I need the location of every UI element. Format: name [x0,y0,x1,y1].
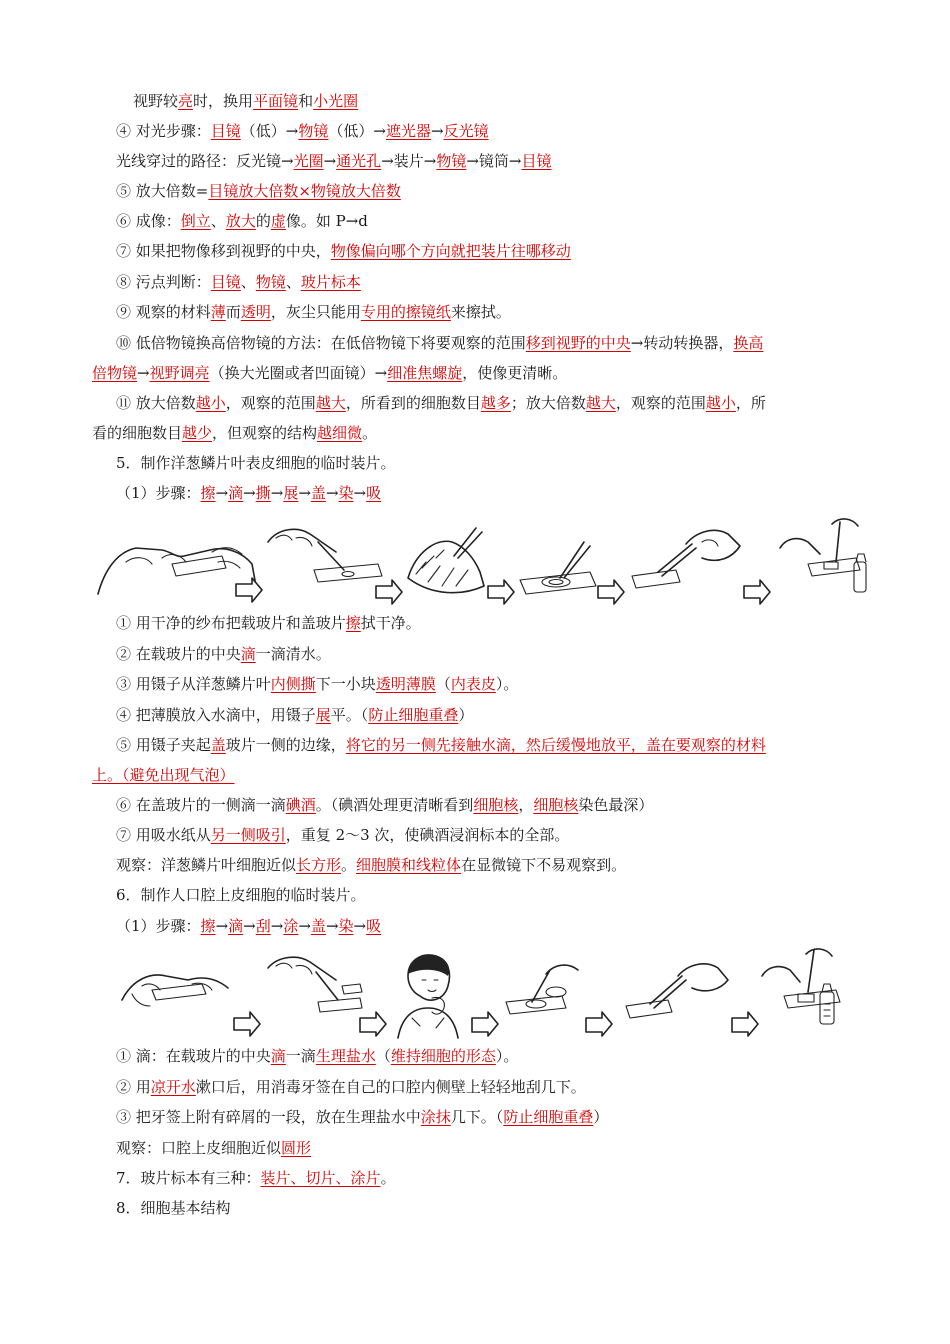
text-segment: ⑨ 观察的材料 [116,303,211,321]
text-segment: → [430,122,444,140]
text-line [116,1041,858,1071]
key-term: 维持细胞的形态 [390,1047,496,1065]
text-segment: 8．细胞基本结构 [116,1199,231,1217]
key-term: 擦 [200,484,216,502]
key-term: 圆形 [281,1139,312,1157]
text-segment: ；放大倍数 [510,394,586,412]
key-term: 撕 [255,484,271,502]
text-line [116,267,858,297]
text-line [116,730,858,760]
key-term: 染 [338,917,354,935]
text-segment: ⑧ 污点判断： [116,273,211,291]
key-term: 长方形 [296,856,342,874]
text-line [116,1163,858,1193]
key-term: 视野调亮 [149,364,210,382]
key-term: 物像偏向哪个方向就把装片往哪移动 [330,242,571,260]
key-term: 目镜 [210,122,241,140]
key-term: 越大 [585,394,616,412]
text-segment: ⑪ 放大倍数 [116,394,196,412]
key-term: 擦 [345,614,361,632]
section-heading [116,448,858,478]
text-line [92,760,858,790]
key-term: 倒立 [180,212,211,230]
text-segment: →镜筒→ [466,152,522,170]
text-line [116,1133,858,1163]
stain-absorb-illustration [762,949,840,1024]
key-term: 滴 [240,645,256,663]
text-line [116,297,858,327]
text-segment: → [323,152,337,170]
text-line [116,820,858,850]
text-segment: 一滴清水。 [255,645,331,663]
key-term: 透明薄膜 [375,675,436,693]
text-line [116,608,858,638]
key-term: 亮 [178,92,194,110]
key-term: 细胞核 [533,796,579,814]
key-term: 倍物镜 [92,364,138,382]
key-term: 吸 [366,484,382,502]
text-line [92,418,858,448]
text-segment: ⑥ 成像： [116,212,181,230]
text-segment: 拭干净。 [360,614,421,632]
step-arrow [744,580,770,604]
text-segment: 而 [225,303,241,321]
key-term: 凉开水 [150,1078,196,1096]
text-segment: →转动转换器， [630,334,734,352]
drop-saline-illustration [268,957,362,1012]
text-segment: ⑦ 如果把物像移到视野的中央， [116,242,331,260]
key-term: 涂 [283,917,299,935]
text-segment: 下一小块 [315,675,376,693]
section-heading [116,1193,858,1223]
steps-line [116,478,858,508]
text-segment: ⑦ 用吸水纸从 [116,826,211,844]
text-segment: 来擦拭。 [450,303,511,321]
step-arrow [472,1012,498,1036]
text-line [116,1072,858,1102]
cover-slip-illustration [626,964,728,1018]
key-term: 生理盐水 [315,1047,376,1065]
text-segment: （换大光圈或者凹面镜）→ [209,364,388,382]
text-line [116,850,858,880]
text-segment: 玻片一侧的边缘， [225,736,346,754]
text-line [116,669,858,699]
key-term: 玻片标本 [300,273,361,291]
key-term: 反光镜 [443,122,489,140]
text-line [116,328,858,358]
key-term: 盖 [210,736,226,754]
text-segment: （ [435,675,451,693]
text-segment: 6．制作人口腔上皮细胞的临时装片。 [116,886,366,904]
key-term: 越小 [705,394,736,412]
key-term: 专用的擦镜纸 [360,303,451,321]
tear-membrane-illustration [408,528,484,593]
text-segment: 染色最深） [578,796,654,814]
text-segment: 一滴 [285,1047,316,1065]
key-term: 防止细胞重叠 [368,706,459,724]
text-segment: 的 [255,212,271,230]
key-term: 遮光器 [385,122,431,140]
drop-water-illustration [268,529,382,582]
text-segment: → [270,484,284,502]
text-segment: → [243,484,256,502]
smear-illustration [506,965,578,1014]
text-segment: → [215,917,229,935]
step-arrow [732,1012,758,1036]
text-segment: 、 [210,212,226,230]
key-term: 细准焦螺旋 [387,364,463,382]
text-segment: 、 [240,273,256,291]
cheek-cell-procedure-figure [92,946,872,1042]
key-term: 内侧撕 [270,675,316,693]
spread-membrane-illustration [520,542,596,594]
key-term: 目镜放大倍数×物镜放大倍数 [208,182,401,200]
text-segment: ⑤ 放大倍数= [116,182,209,200]
text-segment: 观察：洋葱鳞片叶细胞近似 [116,856,297,874]
key-term: 内表皮 [450,675,496,693]
text-segment: ⑥ 在盖玻片的一侧滴一滴 [116,796,286,814]
text-line [116,388,858,418]
key-term: 目镜 [210,273,241,291]
text-segment: ③ 用镊子从洋葱鳞片叶 [116,675,271,693]
key-term: 涂抹 [420,1108,451,1126]
key-term: 虚 [270,212,286,230]
key-term: 光圈 [293,152,324,170]
key-term: 染 [338,484,354,502]
stain-absorb-illustration [780,519,866,592]
text-segment: ）。 [495,675,519,693]
scrape-cheek-illustration [398,955,458,1038]
text-segment: 。 [362,424,378,442]
key-term: 越细微 [317,424,363,442]
step-arrow [234,1012,260,1036]
key-term: 越少 [182,424,213,442]
text-segment: → [298,484,311,502]
key-term: 物镜 [255,273,286,291]
key-term: 吸 [366,917,382,935]
key-term: 擦 [200,917,216,935]
key-term: 通光孔 [336,152,382,170]
key-term: 薄 [210,303,226,321]
text-line [116,236,858,266]
text-segment: 、 [285,273,301,291]
key-term: 透明 [240,303,271,321]
text-segment: （1）步骤： [116,917,201,935]
text-segment: ，观察的范围 [615,394,706,412]
step-arrow [598,580,624,604]
key-term: 越小 [195,394,226,412]
text-segment: → [325,484,339,502]
text-segment: → [270,917,284,935]
key-term: 小光圈 [313,92,359,110]
text-segment: ③ 把牙签上附有碎屑的一段，放在生理盐水中 [116,1108,421,1126]
text-segment: ⑩ 低倍物镜换高倍物镜的方法：在低倍物镜下将要观察的范围 [116,334,526,352]
key-term: 滴 [270,1047,286,1065]
text-segment: → [243,917,256,935]
text-segment: ，所看到的细胞数目 [345,394,481,412]
key-term: 滴 [228,917,244,935]
text-segment: → [353,917,367,935]
text-segment: ① 用干净的纱布把载玻片和盖玻片 [116,614,346,632]
key-term: 移到视野的中央 [525,334,631,352]
text-segment: 视野较 [133,92,179,110]
text-segment: 和 [298,92,314,110]
text-segment: ，重复 2～3 次，使碘酒浸润标本的全部。 [285,826,570,844]
key-term: 盖 [310,484,326,502]
steps-line [116,911,858,941]
step-arrow [360,1012,386,1036]
key-term: 上。（避免出现气泡） [92,766,235,784]
text-segment: → [137,364,150,382]
key-term: 越多 [480,394,511,412]
key-term: 平面镜 [253,92,299,110]
text-segment: 光线穿过的路径：反光镜→ [116,152,294,170]
wipe-slide-illustration [122,975,228,1006]
key-term: 换高 [733,334,764,352]
text-segment: ② 在载玻片的中央 [116,645,241,663]
text-line [116,790,858,820]
text-segment: ④ 对光步骤： [116,122,211,140]
step-arrow [376,580,402,604]
text-segment: → [298,917,311,935]
text-segment: ，所 [735,394,766,412]
text-segment: 漱口后，用消毒牙签在自己的口腔内侧壁上轻轻地刮几下。 [195,1078,586,1096]
key-term: 将它的另一侧先接触水滴，然后缓慢地放平，盖在要观察的材料 [345,736,766,754]
key-term: 越大 [315,394,346,412]
text-segment: （低）→ [240,122,299,140]
text-line [116,206,858,236]
text-segment: 观察：口腔上皮细胞近似 [116,1139,282,1157]
text-segment: 时，换用 [193,92,254,110]
key-term: 物镜 [436,152,467,170]
text-line [116,1102,858,1132]
key-term: 细胞核 [473,796,519,814]
key-term: 防止细胞重叠 [503,1108,594,1126]
text-line [116,116,858,146]
key-term: 盖 [310,917,326,935]
text-segment: （1）步骤： [116,484,201,502]
section-heading [116,880,858,910]
text-segment: → [215,484,229,502]
text-segment: 几下。（ [450,1108,504,1126]
key-term: 另一侧吸引 [210,826,286,844]
text-segment: 7．玻片标本有三种： [116,1169,261,1187]
text-segment: ，使像更清晰。 [462,364,568,382]
text-segment: ，观察的范围 [225,394,316,412]
step-arrow [586,1012,612,1036]
text-segment: 像。如 P→d [285,212,368,230]
text-segment: 看的细胞数目 [92,424,183,442]
text-line [133,86,858,116]
key-term: 物镜 [298,122,329,140]
text-line [116,176,858,206]
text-segment: 平。（ [330,706,369,724]
text-segment: 。（碘酒处理更清晰看到 [315,796,474,814]
text-segment: ② 用 [116,1078,151,1096]
text-segment: ，但观察的结构 [212,424,318,442]
text-segment: （ [375,1047,391,1065]
key-term: 滴 [228,484,244,502]
key-term: 碘酒 [285,796,316,814]
text-segment: ⑤ 用镊子夹起 [116,736,211,754]
text-segment: ）。 [495,1047,519,1065]
text-line [116,639,858,669]
text-segment: 。 [380,1169,396,1187]
text-segment: ， [518,796,534,814]
step-arrow [488,580,514,604]
text-segment: ） [593,1108,609,1126]
text-segment: 。 [341,856,357,874]
text-segment: （低）→ [328,122,386,140]
step-arrow [236,578,262,602]
key-term: 细胞膜和线粒体 [356,856,462,874]
key-term: 展 [283,484,299,502]
cover-slip-illustration [632,530,740,588]
text-segment: → [353,484,367,502]
wipe-slide-illustration [98,548,256,594]
text-segment: 在显微镜下不易观察到。 [461,856,627,874]
text-segment: →装片→ [381,152,437,170]
text-segment: ④ 把薄膜放入水滴中，用镊子 [116,706,316,724]
text-line [92,358,858,388]
text-line [116,700,858,730]
key-term: 装片、切片、涂片 [260,1169,381,1187]
text-segment: → [325,917,339,935]
key-term: 放大 [225,212,256,230]
text-segment: ① 滴：在载玻片的中央 [116,1047,271,1065]
key-term: 展 [315,706,331,724]
text-segment: ，灰尘只能用 [270,303,361,321]
onion-procedure-figure [92,512,872,612]
key-term: 目镜 [521,152,552,170]
text-segment: 5．制作洋葱鳞片叶表皮细胞的临时装片。 [116,454,396,472]
text-segment: ） [458,706,474,724]
text-line [116,146,858,176]
key-term: 刮 [255,917,271,935]
